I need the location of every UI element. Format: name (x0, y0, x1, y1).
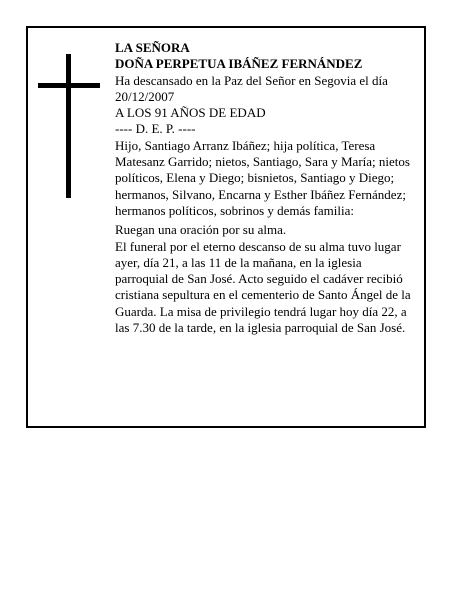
obituary-frame (26, 26, 426, 428)
family-list: Hijo, Santiago Arranz Ibáñez; hija política, Teresa Matesanz Garrido; nietos, Santiago, Sara y María; nietos políticos, Elena y Diego; bisnietos, Santiago y Diego; hermanos, Silvano, Encarna y Esther Ibáñez Fernández; hermanos políticos, sobrinos y demás familia: (115, 137, 410, 218)
prayer-request: Ruegan una oración por su alma. (115, 222, 287, 238)
rested-statement: Ha descansado en la Paz del Señor en Segovia el día 20/12/2007 (115, 72, 388, 104)
title-line-1: LA SEÑORA (115, 40, 190, 55)
rip-line: ---- D. E. P. ---- (115, 121, 196, 137)
funeral-details: El funeral por el eterno descanso de su alma tuvo lugar ayer, día 21, a las 11 de la mañana, en la iglesia parroquial de San José. Acto seguido el cadáver recibió cristiana sepultura en el cementerio de Santo Ángel de la Guarda. La misa de privilegio tendrá lugar hoy día 22, a las 7.30 de la tarde, en la iglesia parroquial de San José. (115, 238, 411, 336)
cross-icon (38, 54, 100, 198)
obituary-text (115, 40, 415, 336)
cross-vertical-bar (66, 54, 71, 198)
age-statement: A LOS 91 AÑOS DE EDAD (115, 105, 266, 121)
deceased-name: DOÑA PERPETUA IBÁÑEZ FERNÁNDEZ (115, 56, 363, 72)
cross-horizontal-bar (38, 83, 100, 88)
